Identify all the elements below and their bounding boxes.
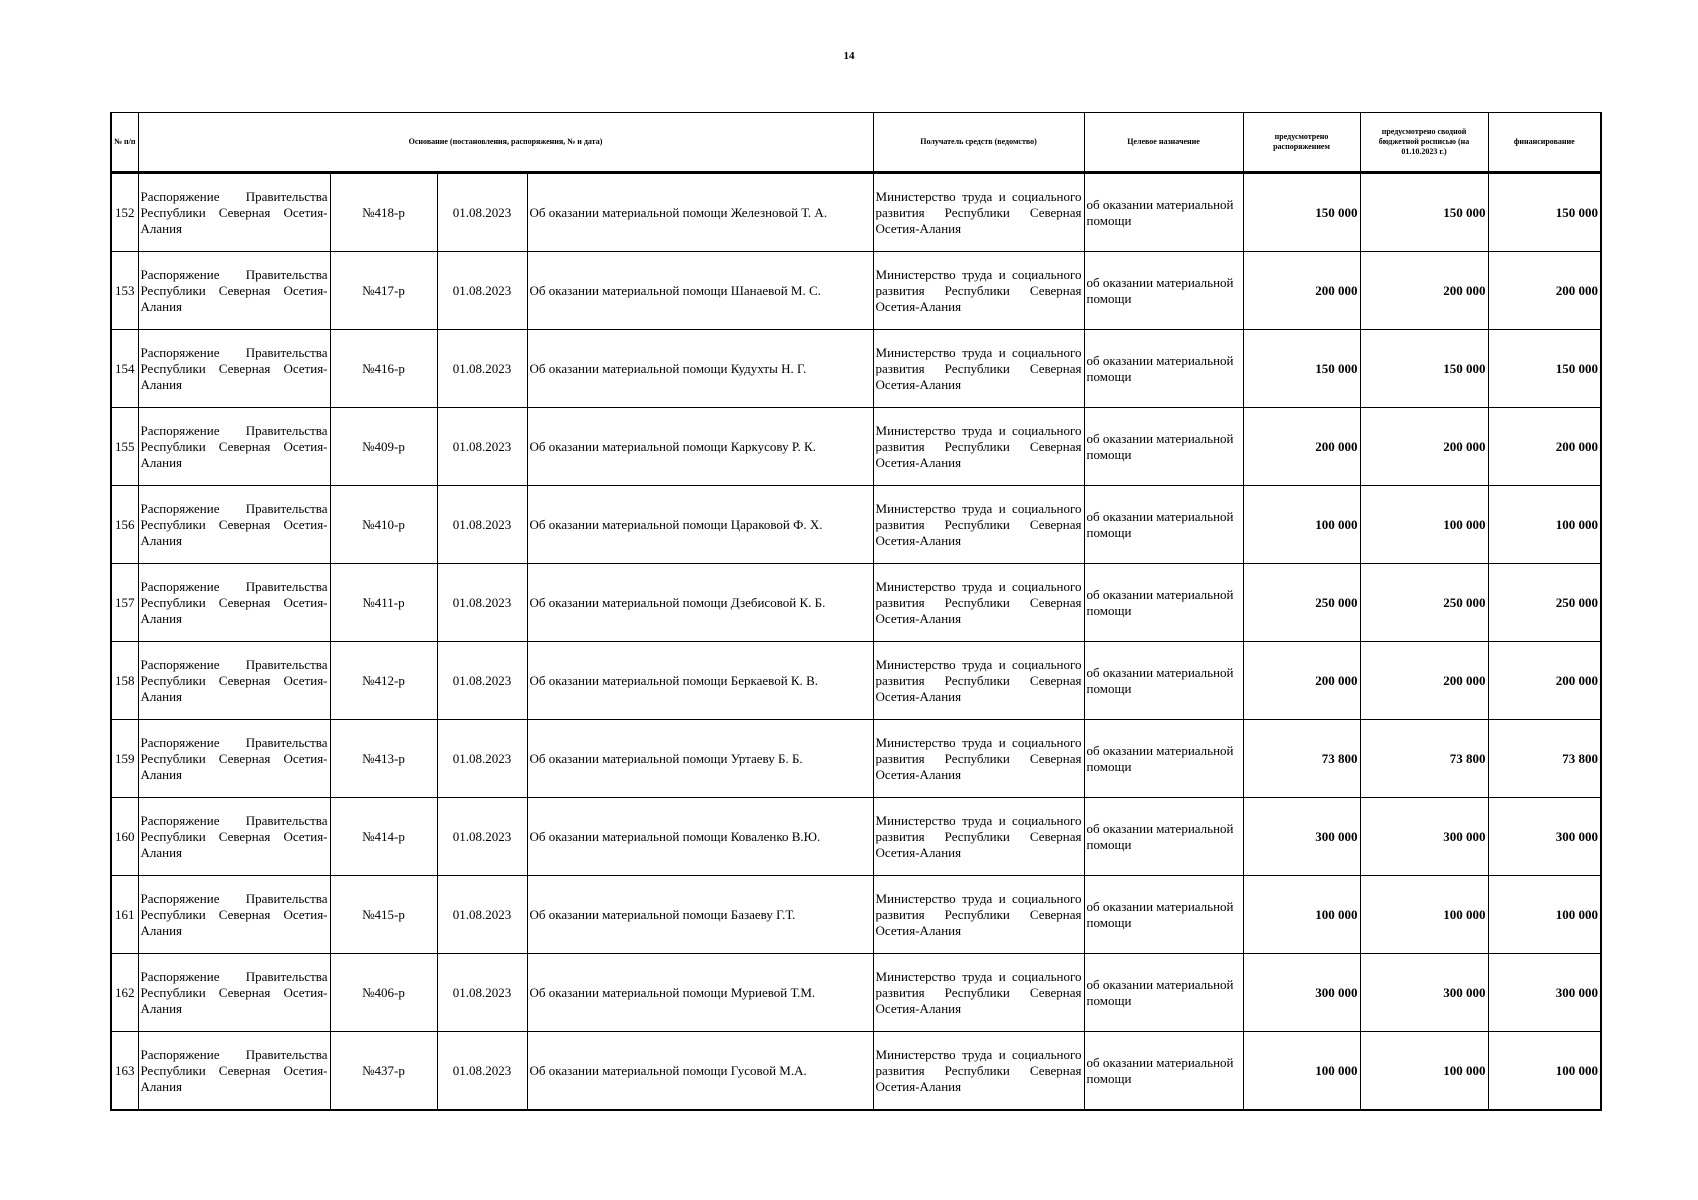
- header-planned-order: предусмотрено распоряжением: [1243, 113, 1360, 173]
- row-planned-order: 100 000: [1243, 876, 1360, 954]
- row-title: Об оказании материальной помощи Железновой Т. А.: [527, 173, 873, 252]
- row-title: Об оказании материальной помощи Шанаевой М. С.: [527, 252, 873, 330]
- row-purpose: об оказании материальной помощи: [1084, 173, 1243, 252]
- row-planned-order: 150 000: [1243, 330, 1360, 408]
- row-financing: 250 000: [1488, 564, 1601, 642]
- row-financing: 300 000: [1488, 798, 1601, 876]
- row-planned-budget: 150 000: [1360, 173, 1488, 252]
- row-basis: Распоряжение Правительства Республики Северная Осетия-Алания: [138, 720, 330, 798]
- row-planned-order: 300 000: [1243, 798, 1360, 876]
- header-financing: финансирование: [1488, 113, 1601, 173]
- row-date: 01.08.2023: [437, 642, 527, 720]
- row-purpose: об оказании материальной помощи: [1084, 876, 1243, 954]
- row-planned-budget: 200 000: [1360, 252, 1488, 330]
- row-document-number: №410-р: [330, 486, 437, 564]
- page-number: 14: [843, 50, 855, 62]
- row-document-number: №413-р: [330, 720, 437, 798]
- header-num: № п/п: [111, 113, 138, 173]
- row-date: 01.08.2023: [437, 564, 527, 642]
- row-title: Об оказании материальной помощи Уртаеву Б. Б.: [527, 720, 873, 798]
- row-basis: Распоряжение Правительства Республики Северная Осетия-Алания: [138, 1032, 330, 1111]
- header-basis: Основание (постановления, распоряжения, № и дата): [138, 113, 873, 173]
- row-date: 01.08.2023: [437, 798, 527, 876]
- row-recipient: Министерство труда и социального развития Республики Северная Осетия-Алания: [873, 564, 1084, 642]
- row-title: Об оказании материальной помощи Муриевой Т.М.: [527, 954, 873, 1032]
- row-recipient: Министерство труда и социального развития Республики Северная Осетия-Алания: [873, 876, 1084, 954]
- row-date: 01.08.2023: [437, 252, 527, 330]
- row-title: Об оказании материальной помощи Гусовой М.А.: [527, 1032, 873, 1111]
- row-document-number: №414-р: [330, 798, 437, 876]
- row-basis: Распоряжение Правительства Республики Северная Осетия-Алания: [138, 954, 330, 1032]
- row-document-number: №406-р: [330, 954, 437, 1032]
- row-planned-budget: 200 000: [1360, 408, 1488, 486]
- table-row: [111, 564, 1601, 642]
- row-financing: 73 800: [1488, 720, 1601, 798]
- row-planned-order: 300 000: [1243, 954, 1360, 1032]
- row-purpose: об оказании материальной помощи: [1084, 564, 1243, 642]
- header-purpose: Целевое назначение: [1084, 113, 1243, 173]
- row-recipient: Министерство труда и социального развития Республики Северная Осетия-Алания: [873, 330, 1084, 408]
- table-row: [111, 330, 1601, 408]
- header-planned-budget: предусмотрено сводной бюджетной росписью (на 01.10.2023 г.): [1360, 113, 1488, 173]
- row-purpose: об оказании материальной помощи: [1084, 330, 1243, 408]
- row-number: 156: [111, 486, 138, 564]
- table-row: [111, 252, 1601, 330]
- row-planned-budget: 200 000: [1360, 642, 1488, 720]
- row-planned-order: 250 000: [1243, 564, 1360, 642]
- row-recipient: Министерство труда и социального развития Республики Северная Осетия-Алания: [873, 486, 1084, 564]
- row-document-number: №412-р: [330, 642, 437, 720]
- row-document-number: №437-р: [330, 1032, 437, 1111]
- row-date: 01.08.2023: [437, 720, 527, 798]
- row-financing: 200 000: [1488, 642, 1601, 720]
- row-number: 153: [111, 252, 138, 330]
- row-planned-budget: 300 000: [1360, 954, 1488, 1032]
- table-row: [111, 408, 1601, 486]
- row-number: 154: [111, 330, 138, 408]
- row-number: 160: [111, 798, 138, 876]
- row-financing: 100 000: [1488, 486, 1601, 564]
- table-row: [111, 486, 1601, 564]
- row-planned-budget: 100 000: [1360, 1032, 1488, 1111]
- row-planned-order: 100 000: [1243, 1032, 1360, 1111]
- row-financing: 150 000: [1488, 330, 1601, 408]
- row-number: 163: [111, 1032, 138, 1111]
- row-planned-order: 200 000: [1243, 252, 1360, 330]
- table-header-row: [111, 113, 1601, 173]
- row-basis: Распоряжение Правительства Республики Северная Осетия-Алания: [138, 876, 330, 954]
- table-row: [111, 1032, 1601, 1111]
- row-basis: Распоряжение Правительства Республики Северная Осетия-Алания: [138, 564, 330, 642]
- row-planned-budget: 73 800: [1360, 720, 1488, 798]
- financing-table: [110, 112, 1602, 1111]
- row-document-number: №416-р: [330, 330, 437, 408]
- row-planned-order: 100 000: [1243, 486, 1360, 564]
- row-planned-budget: 150 000: [1360, 330, 1488, 408]
- row-date: 01.08.2023: [437, 173, 527, 252]
- row-document-number: №417-р: [330, 252, 437, 330]
- row-purpose: об оказании материальной помощи: [1084, 720, 1243, 798]
- row-recipient: Министерство труда и социального развития Республики Северная Осетия-Алания: [873, 642, 1084, 720]
- row-number: 158: [111, 642, 138, 720]
- row-financing: 200 000: [1488, 408, 1601, 486]
- row-purpose: об оказании материальной помощи: [1084, 408, 1243, 486]
- row-planned-budget: 100 000: [1360, 486, 1488, 564]
- row-basis: Распоряжение Правительства Республики Северная Осетия-Алания: [138, 486, 330, 564]
- row-recipient: Министерство труда и социального развития Республики Северная Осетия-Алания: [873, 720, 1084, 798]
- row-title: Об оказании материальной помощи Дзебисовой К. Б.: [527, 564, 873, 642]
- row-title: Об оказании материальной помощи Беркаевой К. В.: [527, 642, 873, 720]
- row-planned-budget: 300 000: [1360, 798, 1488, 876]
- row-planned-budget: 250 000: [1360, 564, 1488, 642]
- row-basis: Распоряжение Правительства Республики Северная Осетия-Алания: [138, 173, 330, 252]
- row-planned-order: 200 000: [1243, 642, 1360, 720]
- row-date: 01.08.2023: [437, 1032, 527, 1111]
- row-date: 01.08.2023: [437, 330, 527, 408]
- row-date: 01.08.2023: [437, 408, 527, 486]
- row-number: 159: [111, 720, 138, 798]
- row-recipient: Министерство труда и социального развития Республики Северная Осетия-Алания: [873, 173, 1084, 252]
- row-planned-order: 150 000: [1243, 173, 1360, 252]
- row-purpose: об оказании материальной помощи: [1084, 252, 1243, 330]
- row-number: 161: [111, 876, 138, 954]
- row-recipient: Министерство труда и социального развития Республики Северная Осетия-Алания: [873, 1032, 1084, 1111]
- row-date: 01.08.2023: [437, 954, 527, 1032]
- row-title: Об оказании материальной помощи Базаеву Г.Т.: [527, 876, 873, 954]
- row-title: Об оказании материальной помощи Коваленко В.Ю.: [527, 798, 873, 876]
- row-date: 01.08.2023: [437, 876, 527, 954]
- table-row: [111, 720, 1601, 798]
- row-purpose: об оказании материальной помощи: [1084, 954, 1243, 1032]
- row-recipient: Министерство труда и социального развития Республики Северная Осетия-Алания: [873, 954, 1084, 1032]
- table-row: [111, 876, 1601, 954]
- table-row: [111, 798, 1601, 876]
- table-row: [111, 173, 1601, 252]
- row-recipient: Министерство труда и социального развития Республики Северная Осетия-Алания: [873, 798, 1084, 876]
- row-title: Об оказании материальной помощи Каркусову Р. К.: [527, 408, 873, 486]
- row-purpose: об оказании материальной помощи: [1084, 486, 1243, 564]
- row-basis: Распоряжение Правительства Республики Северная Осетия-Алания: [138, 408, 330, 486]
- row-document-number: №409-р: [330, 408, 437, 486]
- row-financing: 300 000: [1488, 954, 1601, 1032]
- row-basis: Распоряжение Правительства Республики Северная Осетия-Алания: [138, 798, 330, 876]
- row-basis: Распоряжение Правительства Республики Северная Осетия-Алания: [138, 252, 330, 330]
- row-number: 155: [111, 408, 138, 486]
- row-document-number: №418-р: [330, 173, 437, 252]
- row-planned-budget: 100 000: [1360, 876, 1488, 954]
- row-basis: Распоряжение Правительства Республики Северная Осетия-Алания: [138, 642, 330, 720]
- row-document-number: №411-р: [330, 564, 437, 642]
- header-recipient: Получатель средств (ведомство): [873, 113, 1084, 173]
- row-number: 162: [111, 954, 138, 1032]
- row-date: 01.08.2023: [437, 486, 527, 564]
- row-recipient: Министерство труда и социального развития Республики Северная Осетия-Алания: [873, 252, 1084, 330]
- row-title: Об оказании материальной помощи Цараковой Ф. Х.: [527, 486, 873, 564]
- row-basis: Распоряжение Правительства Республики Северная Осетия-Алания: [138, 330, 330, 408]
- row-document-number: №415-р: [330, 876, 437, 954]
- row-financing: 150 000: [1488, 173, 1601, 252]
- row-planned-order: 73 800: [1243, 720, 1360, 798]
- row-financing: 200 000: [1488, 252, 1601, 330]
- row-purpose: об оказании материальной помощи: [1084, 1032, 1243, 1111]
- row-title: Об оказании материальной помощи Кудухты Н. Г.: [527, 330, 873, 408]
- row-planned-order: 200 000: [1243, 408, 1360, 486]
- table-row: [111, 954, 1601, 1032]
- row-purpose: об оказании материальной помощи: [1084, 642, 1243, 720]
- row-number: 152: [111, 173, 138, 252]
- row-financing: 100 000: [1488, 876, 1601, 954]
- row-recipient: Министерство труда и социального развития Республики Северная Осетия-Алания: [873, 408, 1084, 486]
- table-row: [111, 642, 1601, 720]
- table-body: [111, 173, 1601, 1111]
- row-financing: 100 000: [1488, 1032, 1601, 1111]
- row-number: 157: [111, 564, 138, 642]
- row-purpose: об оказании материальной помощи: [1084, 798, 1243, 876]
